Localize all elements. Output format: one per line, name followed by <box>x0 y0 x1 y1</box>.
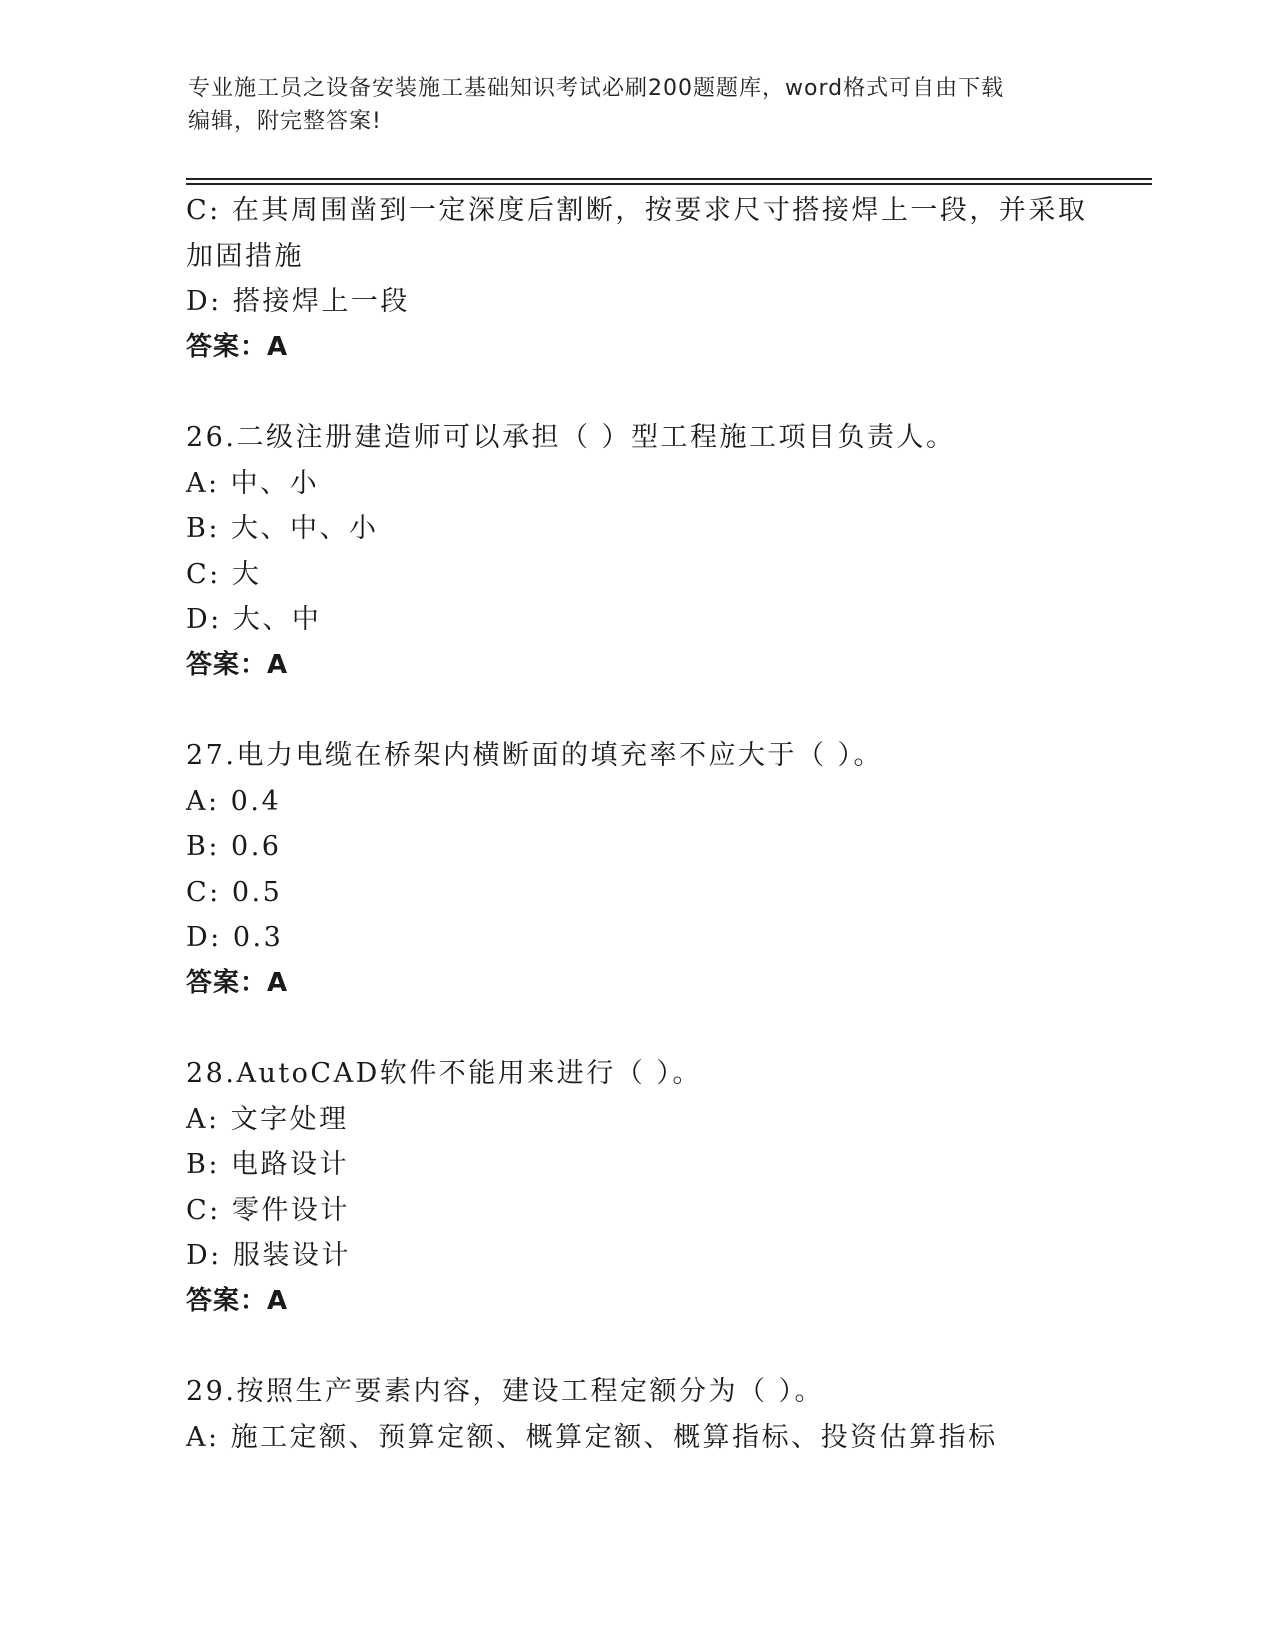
option-c: C: 大 <box>186 558 262 590</box>
question-27 <box>186 733 1146 1006</box>
answer: 答案：A <box>186 1285 289 1316</box>
option-b: B: 大、中、小 <box>186 513 379 544</box>
header-divider-bottom <box>186 183 1152 185</box>
option-a: A: 0.4 <box>186 785 282 817</box>
option-d: D: 搭接焊上一段 <box>186 286 410 317</box>
question-26 <box>186 415 1146 688</box>
option-c: C: 零件设计 <box>186 1194 350 1226</box>
option-b: B: 电路设计 <box>186 1149 350 1180</box>
document-header <box>188 72 1068 138</box>
question-stem: 26.二级注册建造师可以承担（ ）型工程施工项目负责人。 <box>186 422 956 453</box>
option-a: A: 中、小 <box>186 467 320 499</box>
option-a: A: 施工定额、预算定额、概算定额、概算指标、投资估算指标 <box>186 1421 998 1453</box>
option-d: D: 服装设计 <box>186 1240 351 1271</box>
answer: 答案：A <box>186 967 289 998</box>
option-d: D: 大、中 <box>186 604 322 635</box>
option-c: C: 0.5 <box>186 876 283 908</box>
question-29 <box>186 1369 1146 1460</box>
answer: 答案：A <box>186 331 289 362</box>
option-b: B: 0.6 <box>186 831 282 862</box>
question-stem: 29.按照生产要素内容，建设工程定额分为（ ）。 <box>186 1376 825 1407</box>
option-c-continued: 加固措施 <box>186 240 304 272</box>
option-a: A: 文字处理 <box>186 1103 349 1135</box>
question-list <box>186 188 1146 1460</box>
answer: 答案：A <box>186 649 289 680</box>
header-divider-top <box>186 178 1152 180</box>
header-line-2: 编辑，附完整答案! <box>188 109 382 134</box>
header-line-1: 专业施工员之设备安装施工基础知识考试必刷200题题库，word格式可自由下载 <box>188 76 1005 101</box>
option-c: C: 在其周围凿到一定深度后割断，按要求尺寸搭接焊上一段，并采取 <box>186 195 1088 226</box>
question-28 <box>186 1051 1146 1324</box>
option-d: D: 0.3 <box>186 922 284 953</box>
partial-question-25 <box>186 188 1146 370</box>
question-stem: 27.电力电缆在桥架内横断面的填充率不应大于（ ）。 <box>186 740 884 771</box>
question-stem: 28.AutoCAD软件不能用来进行（ ）。 <box>186 1058 702 1089</box>
